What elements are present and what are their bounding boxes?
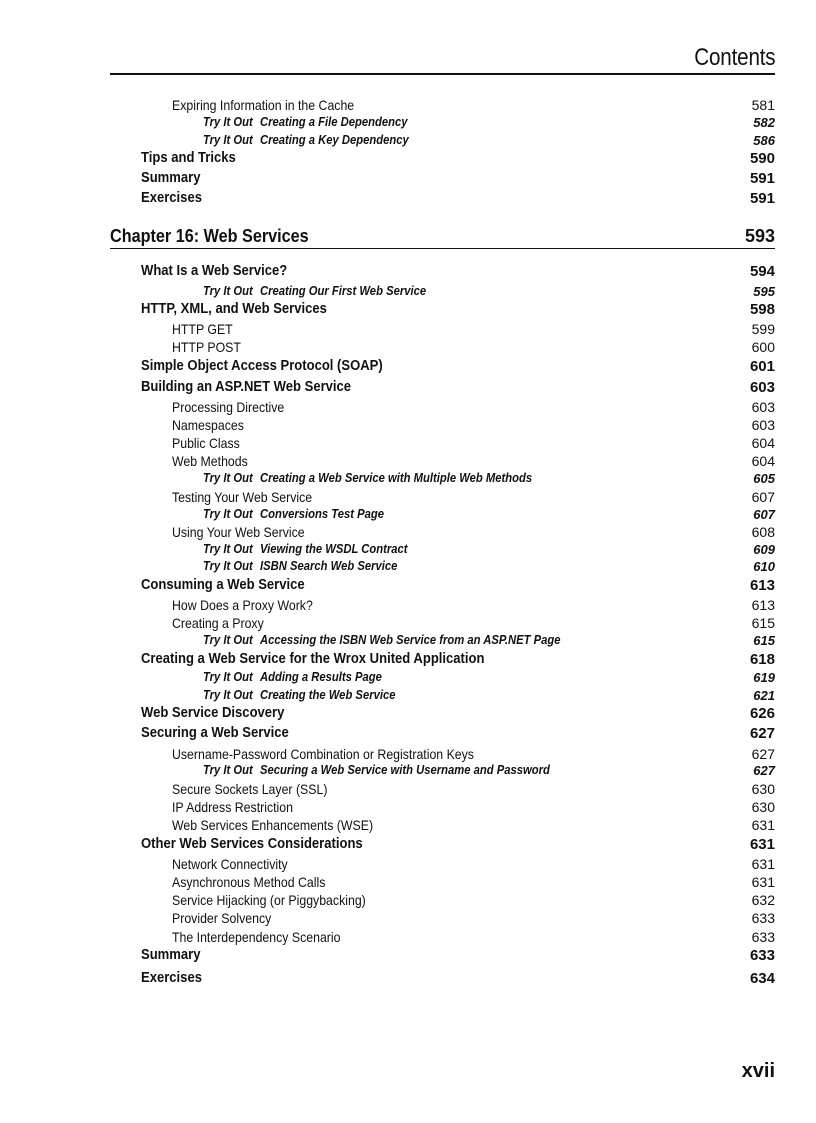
toc-entry-page: 581 [751, 97, 775, 113]
toc-entry[interactable] [0, 578, 816, 598]
toc-entry[interactable] [0, 322, 816, 342]
try-it-out-title: Creating a File Dependency [260, 115, 408, 129]
toc-entry-title: Testing Your Web Service [172, 489, 313, 505]
try-it-out-label: Try It Out [203, 133, 253, 147]
toc-entry-title: HTTP POST [172, 339, 241, 355]
toc-entry-page: 603 [749, 379, 775, 396]
toc-entry[interactable] [0, 782, 816, 802]
toc-entry-page: 630 [751, 799, 775, 815]
toc-entry-title [203, 116, 408, 129]
toc-entry-page: 607 [751, 489, 775, 505]
toc-entry[interactable] [0, 400, 816, 420]
toc-entry-title: Web Service Discovery [141, 705, 285, 721]
toc-entry-title: Namespaces [172, 417, 244, 433]
toc-entry[interactable] [0, 857, 816, 877]
toc-entry-page: 600 [751, 339, 775, 355]
toc-entry-page: 634 [749, 970, 775, 987]
toc-entry[interactable] [0, 671, 816, 691]
try-it-out-label: Try It Out [203, 763, 253, 777]
toc-entry-title: IP Address Restriction [172, 799, 293, 815]
toc-entry[interactable] [0, 875, 816, 895]
toc-entry-title [203, 764, 550, 777]
toc-entry[interactable] [0, 302, 816, 322]
toc-entry-title: Using Your Web Service [172, 524, 305, 540]
toc-entry-title: How Does a Proxy Work? [172, 597, 313, 613]
toc-entry-page: 603 [751, 399, 775, 415]
toc-entry[interactable] [0, 818, 816, 838]
toc-entry-page: 618 [749, 651, 775, 668]
toc-entry-page: 631 [751, 856, 775, 872]
chapter-heading[interactable] [110, 226, 775, 249]
toc-entry-title [203, 634, 561, 647]
toc-entry-page: 604 [751, 453, 775, 469]
toc-entry-title: Public Class [172, 435, 240, 451]
try-it-out-label: Try It Out [203, 542, 253, 556]
toc-entry-title: HTTP, XML, and Web Services [141, 301, 327, 317]
toc-entry-title: Securing a Web Service [141, 725, 289, 741]
toc-entry-title: Building an ASP.NET Web Service [141, 379, 352, 395]
toc-entry[interactable] [0, 726, 816, 746]
try-it-out-title: Creating the Web Service [260, 688, 396, 702]
toc-entry-page: 607 [753, 507, 775, 522]
try-it-out-title: Viewing the WSDL Contract [260, 542, 408, 556]
toc-entry[interactable] [0, 706, 816, 726]
toc-entry-page: 599 [751, 321, 775, 337]
toc-entry-page: 590 [749, 150, 775, 167]
try-it-out-label: Try It Out [203, 688, 253, 702]
toc-entry[interactable] [0, 171, 816, 191]
try-it-out-title: Accessing the ISBN Web Service from an ASP.NET Page [260, 633, 561, 647]
toc-entry-page: 609 [753, 542, 775, 557]
toc-entry[interactable] [0, 764, 816, 784]
toc-entry-page: 627 [751, 746, 775, 762]
try-it-out-label: Try It Out [203, 559, 253, 573]
try-it-out-label: Try It Out [203, 633, 253, 647]
toc-entry-title: Summary [141, 947, 201, 963]
toc-entry[interactable] [0, 652, 816, 672]
footer-page-number: xvii [741, 1060, 775, 1082]
toc-entry-page: 613 [749, 577, 775, 594]
try-it-out-label: Try It Out [203, 670, 253, 684]
toc-entry[interactable] [0, 490, 816, 510]
toc-entry-title: Simple Object Access Protocol (SOAP) [141, 358, 383, 374]
toc-entry-title: Tips and Tricks [141, 150, 236, 166]
toc-entry-page: 630 [751, 781, 775, 797]
toc-entry-title [203, 689, 395, 702]
toc-entry[interactable] [0, 598, 816, 618]
toc-entry-page: 594 [749, 263, 775, 280]
toc-entry-page: 608 [751, 524, 775, 540]
toc-entry-page: 615 [751, 615, 775, 631]
try-it-out-title: Conversions Test Page [260, 507, 385, 521]
toc-entry-title: Secure Sockets Layer (SSL) [172, 781, 328, 797]
try-it-out-title: Creating a Key Dependency [260, 133, 409, 147]
try-it-out-title: Securing a Web Service with Username and Password [260, 763, 550, 777]
toc-entry-title: Creating a Proxy [172, 615, 264, 631]
toc-entry-page: 586 [753, 133, 775, 148]
toc-entry-page: 615 [753, 633, 775, 648]
try-it-out-label: Try It Out [203, 471, 253, 485]
toc-entry-page: 610 [753, 559, 775, 574]
toc-entry-page: 591 [749, 190, 775, 207]
toc-entry[interactable] [0, 800, 816, 820]
toc-entry-page: 604 [751, 435, 775, 451]
try-it-out-label: Try It Out [203, 284, 253, 298]
toc-entry[interactable] [0, 930, 816, 950]
toc-entry-title: Web Services Enhancements (WSE) [172, 817, 374, 833]
toc-entry-title: Web Methods [172, 453, 248, 469]
toc-entry-title: Creating a Web Service for the Wrox United Application [141, 651, 485, 667]
toc-entry[interactable] [0, 893, 816, 913]
toc-entry[interactable] [0, 525, 816, 545]
toc-entry[interactable] [0, 911, 816, 931]
try-it-out-title: Adding a Results Page [260, 670, 382, 684]
toc-entry-page: 633 [751, 910, 775, 926]
toc-entry-title: Processing Directive [172, 399, 285, 415]
toc-entry[interactable] [0, 340, 816, 360]
toc-entry-title: Exercises [141, 190, 202, 206]
toc-entry-page: 603 [751, 417, 775, 433]
toc-entry-title: Asynchronous Method Calls [172, 874, 326, 890]
toc-entry-title: Exercises [141, 970, 202, 986]
toc-entry-page: 626 [749, 705, 775, 722]
toc-entry-title [203, 472, 532, 485]
toc-entry-title: Provider Solvency [172, 910, 272, 926]
toc-entry-title: Other Web Services Considerations [141, 836, 363, 852]
toc-entry[interactable] [0, 98, 816, 118]
toc-entry-page: 601 [749, 358, 775, 375]
toc-entry-title: Summary [141, 170, 201, 186]
toc-entry[interactable] [0, 436, 816, 456]
toc-entry-page: 633 [749, 947, 775, 964]
toc-entry-page: 582 [753, 115, 775, 130]
toc-entry[interactable] [0, 151, 816, 171]
toc-entry-title: Consuming a Web Service [141, 577, 305, 593]
toc-entry[interactable] [0, 380, 816, 400]
toc-entry-page: 631 [751, 874, 775, 890]
toc-entry-page: 621 [753, 688, 775, 703]
try-it-out-label: Try It Out [203, 507, 253, 521]
toc-entry-page: 633 [751, 929, 775, 945]
toc-entry-page: 598 [749, 301, 775, 318]
toc-entry-title: Service Hijacking (or Piggybacking) [172, 892, 366, 908]
toc-entry-title: Expiring Information in the Cache [172, 97, 355, 113]
chapter-page: 593 [744, 226, 775, 246]
toc-entry-title [203, 671, 382, 684]
toc-entry[interactable] [0, 837, 816, 857]
toc-entry-title: The Interdependency Scenario [172, 929, 341, 945]
toc-entry[interactable] [0, 472, 816, 492]
try-it-out-title: Creating Our First Web Service [260, 284, 427, 298]
toc-entry-title [203, 508, 384, 521]
toc-entry-page: 595 [753, 284, 775, 299]
toc-entry-page: 591 [749, 170, 775, 187]
toc-entry[interactable] [0, 191, 816, 211]
try-it-out-title: Creating a Web Service with Multiple Web Methods [260, 471, 533, 485]
toc-entry-page: 605 [753, 471, 775, 486]
toc-entry-page: 613 [751, 597, 775, 613]
toc-entry-title [203, 285, 426, 298]
toc-entry[interactable] [0, 560, 816, 580]
toc-entry-title [203, 134, 409, 147]
try-it-out-title: ISBN Search Web Service [260, 559, 398, 573]
toc-entry-title: HTTP GET [172, 321, 233, 337]
toc-entry[interactable] [0, 948, 816, 968]
page-header-title: Contents [693, 44, 775, 71]
toc-entry[interactable] [0, 359, 816, 379]
chapter-title: Chapter 16: Web Services [110, 226, 309, 246]
toc-entry[interactable] [0, 264, 816, 284]
toc-entry-title: Username-Password Combination or Registration Keys [172, 746, 474, 762]
toc-entry-page: 631 [751, 817, 775, 833]
toc-entry-title: What Is a Web Service? [141, 263, 288, 279]
toc-entry[interactable] [0, 971, 816, 991]
toc-entry-title [203, 560, 397, 573]
try-it-out-label: Try It Out [203, 115, 253, 129]
toc-entry[interactable] [0, 418, 816, 438]
toc-entry-page: 631 [749, 836, 775, 853]
toc-entry-title: Network Connectivity [172, 856, 288, 872]
toc-entry-page: 632 [751, 892, 775, 908]
toc-entry-page: 627 [749, 725, 775, 742]
toc-entry-page: 627 [753, 763, 775, 778]
toc-entry-page: 619 [753, 670, 775, 685]
toc-entry-title [203, 543, 408, 556]
